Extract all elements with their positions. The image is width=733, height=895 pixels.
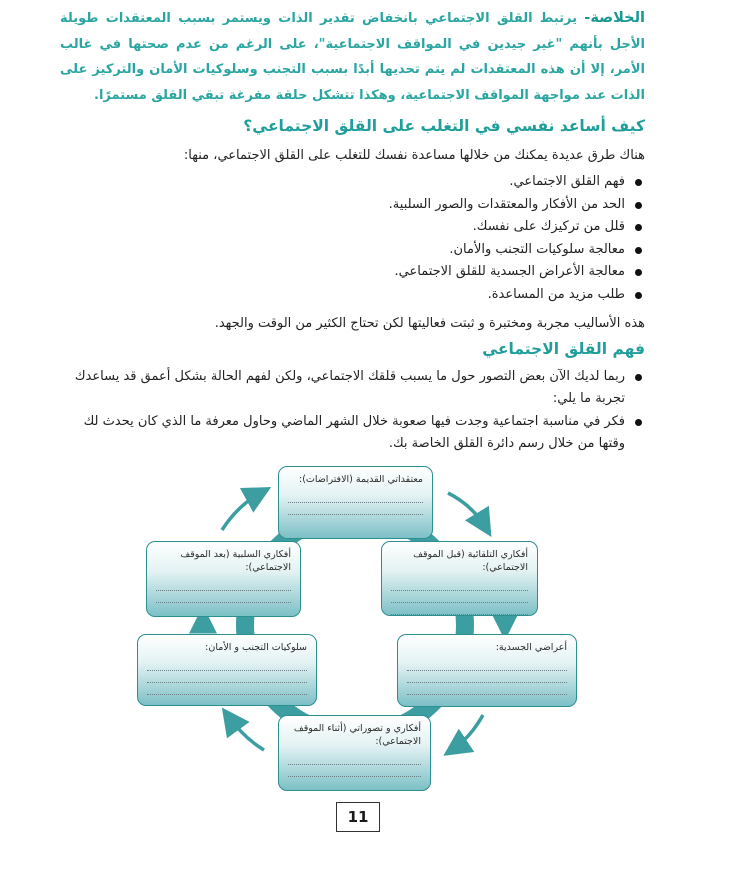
beliefs-box <box>278 466 433 539</box>
beliefs-label: معتقداتي القديمة (الافتراضات): <box>299 474 423 485</box>
page-number: 11 <box>336 802 380 832</box>
summary-paragraph <box>60 6 645 108</box>
during-thoughts-label: أفكاري و تصوراتي (أثناء الموقف الاجتماعي): <box>293 723 421 747</box>
list-item: قلل من تركيزك على نفسك. <box>60 216 645 239</box>
section-heading-overcome: كيف أساعد نفسي في التغلب على القلق الاجتماعي؟ <box>243 117 645 135</box>
list-item: معالجة سلوكيات التجنب والأمان. <box>60 239 645 262</box>
list-item: طلب مزيد من المساعدة. <box>60 284 645 307</box>
summary-text: يرتبط القلق الاجتماعي بانخفاض تقدير الذات ويستمر بسبب المعتقدات طويلة الأجل بأنهم "غير جيدين في المواقف الاجتماعية"، على الرغم من عدم صحتها في غالب الأمر، إلا أن هذه المعتقدات لم يتم تحديها أبدًا بسبب التجنب وسلوكيات الأمان والتركيز على الذات عند مواجهة المواقف الاجتماعية، وهكذا تتشكل حلقة مفرغة تبقي القلق مستمرًا. <box>60 11 645 103</box>
during-thoughts-box <box>278 715 431 791</box>
methods-list <box>60 171 645 306</box>
auto-thoughts-label: أفكاري التلقائية (قبل الموقف الاجتماعي): <box>413 549 528 573</box>
understand-list <box>60 366 645 454</box>
list-item: معالجة الأعراض الجسدية للقلق الاجتماعي. <box>60 261 645 284</box>
list-item: فهم القلق الاجتماعي. <box>60 171 645 194</box>
list-item: الحد من الأفكار والمعتقدات والصور السلبية. <box>60 194 645 217</box>
negative-thoughts-label: أفكاري السلبية (بعد الموقف الاجتماعي): <box>180 549 291 573</box>
physical-symptoms-box <box>397 634 577 707</box>
safety-behaviours-label: سلوكيات التجنب و الأمان: <box>205 642 307 653</box>
negative-thoughts-box <box>146 541 301 617</box>
section-heading-understand: فهم القلق الاجتماعي <box>482 340 645 358</box>
list-item: فكر في مناسبة اجتماعية وجدت فيها صعوبة خلال الشهر الماضي وحاول معرفة ما الذي كان يحدث لك وقتها من خلال رسم دائرة القلق الخاصة بك. <box>60 411 645 454</box>
auto-thoughts-box <box>381 541 538 616</box>
summary-lead: الخلاصة- <box>584 10 645 26</box>
physical-symptoms-label: أعراضي الجسدية: <box>495 642 567 653</box>
section-outro: هذه الأساليب مجربة ومختبرة و ثبتت فعاليتها لكن تحتاج الكثير من الوقت والجهد. <box>214 316 645 331</box>
safety-behaviours-box <box>137 634 317 706</box>
list-item: ربما لديك الآن بعض التصور حول ما يسبب قلقك الاجتماعي، ولكن لفهم الحالة بشكل أعمق قد يساعدك تجربة ما يلي: <box>60 366 645 409</box>
section-intro: هناك طرق عديدة يمكنك من خلالها مساعدة نفسك للتغلب على القلق الاجتماعي، منها: <box>183 148 645 163</box>
